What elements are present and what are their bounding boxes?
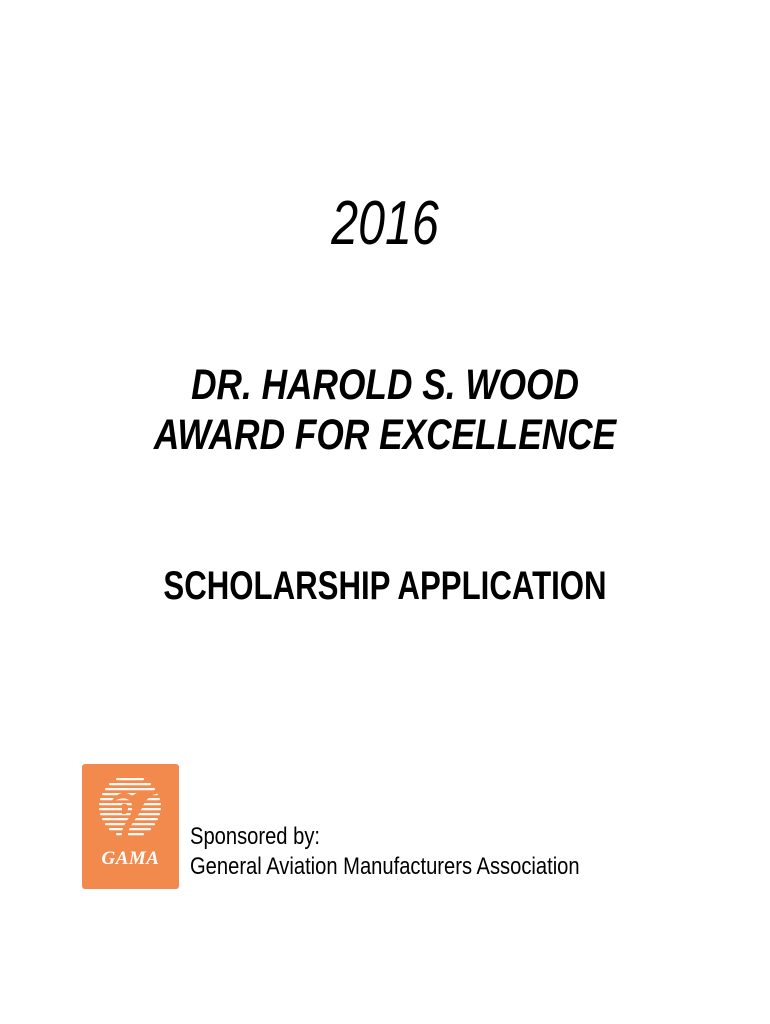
document-subtitle: SCHOLARSHIP APPLICATION	[163, 564, 607, 608]
sponsor-organization: General Aviation Manufacturers Association	[190, 853, 580, 880]
document-year: 2016	[331, 189, 439, 258]
gama-logo-text: GAMA	[101, 848, 160, 869]
award-title-line-1: DR. HAROLD S. WOOD	[191, 361, 579, 409]
award-title-line-2: AWARD FOR EXCELLENCE	[153, 411, 617, 459]
award-title	[69, 360, 700, 460]
sponsor-block	[190, 822, 580, 882]
gama-swoosh-icon	[82, 764, 179, 889]
gama-logo	[82, 764, 179, 889]
sponsor-label: Sponsored by:	[190, 823, 321, 850]
